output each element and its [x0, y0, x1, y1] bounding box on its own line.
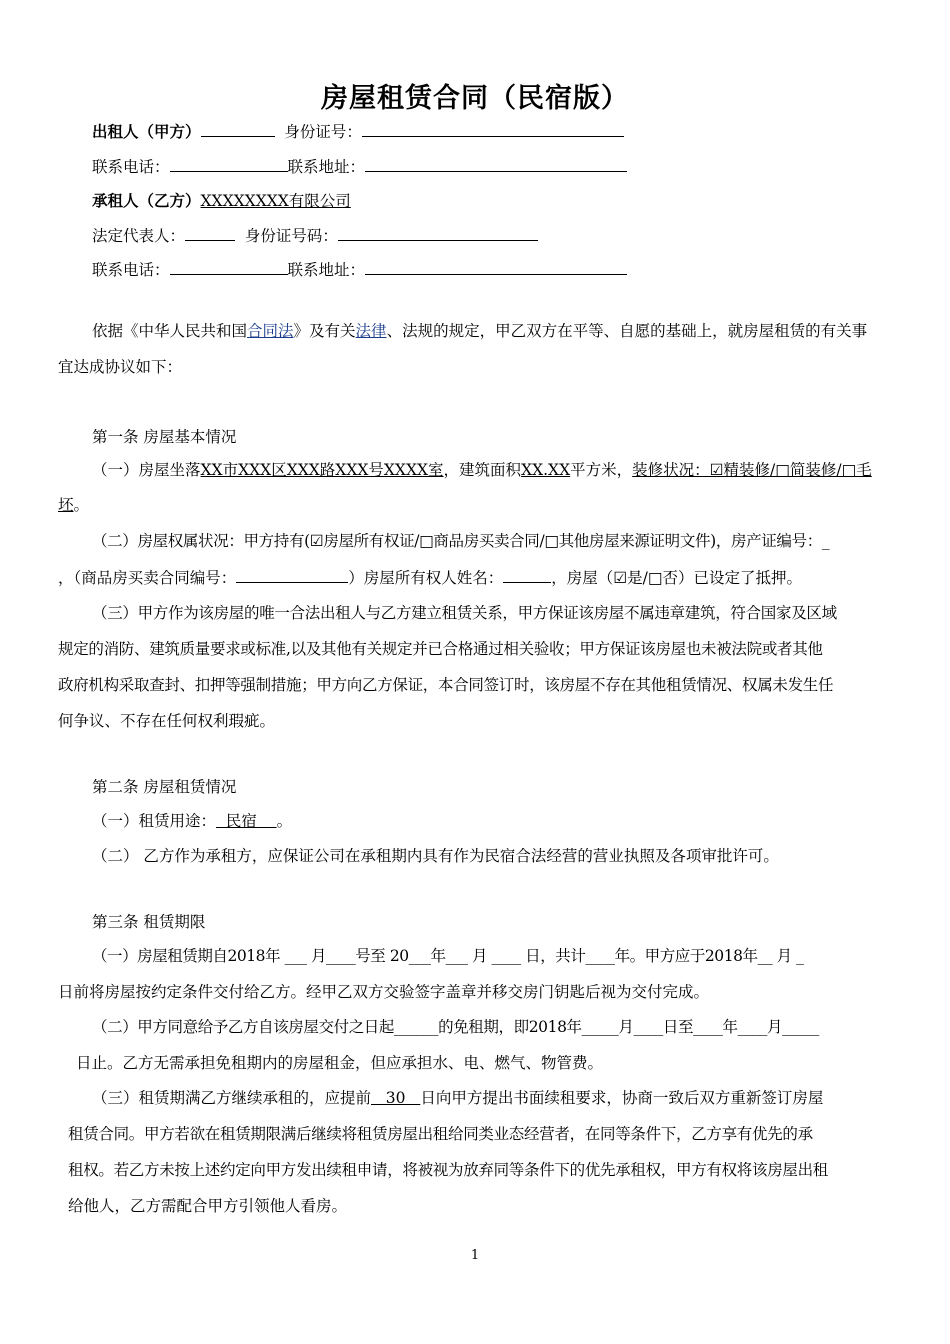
- page-number: 1: [470, 1248, 480, 1263]
- address-label: 联系地址：: [287, 158, 366, 176]
- decoration-status: 坯: [58, 496, 74, 514]
- lessee-name: XXXXXXXX有限公司: [200, 192, 351, 210]
- id-label: 身份证号：: [284, 123, 362, 141]
- article-3-p2-line-1: （二）甲方同意给予乙方自该房屋交付之日起______的免租期，即2018年_____月____日至____年____月_____: [92, 1018, 819, 1036]
- article-2-heading: 第二条 房屋租赁情况: [92, 778, 237, 796]
- article-3-p3-line-1: [92, 1087, 823, 1109]
- lessor-row: [92, 120, 624, 143]
- lessor-name-blank[interactable]: [201, 120, 275, 137]
- lessor-contact-row: [92, 155, 627, 178]
- owner-name-blank[interactable]: [503, 566, 551, 583]
- intro-text: 》及有关: [293, 322, 356, 340]
- text: ，（商品房买卖合同编号：: [58, 569, 237, 587]
- article-1-p1-line-2: [58, 494, 89, 516]
- article-2-p2: （二） 乙方作为承租方，应保证公司在承租期内具有作为民宿合法经营的营业执照及各项审批许可。: [92, 847, 779, 865]
- text: ，建筑面积: [443, 461, 522, 479]
- renewal-notice-days: 30: [371, 1089, 421, 1107]
- address-label: 联系地址：: [287, 261, 366, 279]
- sales-contract-number-blank[interactable]: [236, 566, 348, 583]
- text: （一）房屋坐落: [92, 461, 201, 479]
- text: 。: [276, 812, 293, 830]
- article-3-p3-line-2: 租赁合同。甲方若欲在租赁期限满后继续将租赁房屋出租给同类业态经营者，在同等条件下，乙方享有优先的承: [68, 1125, 813, 1143]
- lessor-label: 出租人（甲方）: [92, 123, 201, 141]
- law-link[interactable]: 法律: [355, 322, 387, 340]
- article-1-p3-line-3: 政府机构采取查封、扣押等强制措施；甲方向乙方保证，本合同签订时，该房屋不存在其他租赁情况、权属未发生任: [58, 676, 834, 694]
- lessor-address-blank[interactable]: [365, 155, 627, 172]
- text: ）房屋所有权人姓名：: [348, 569, 504, 587]
- intro-line-1: [92, 320, 867, 342]
- text: （三）租赁期满乙方继续承租的，应提前: [92, 1089, 372, 1107]
- property-address: XX市XXX区XXX路XXX号XXXX室: [200, 461, 444, 479]
- lessor-id-blank[interactable]: [362, 120, 624, 137]
- text: 平方米，: [570, 461, 633, 479]
- article-1-p1-line-1: [92, 459, 872, 481]
- article-2-p1: [92, 810, 292, 832]
- legal-rep-id-blank[interactable]: [338, 224, 538, 241]
- contract-law-link[interactable]: 合同法: [247, 322, 294, 340]
- property-area: XX.XX: [521, 461, 571, 479]
- phone-label: 联系电话：: [92, 158, 170, 176]
- lessee-phone-blank[interactable]: [170, 258, 288, 275]
- legal-rep-label: 法定代表人：: [92, 227, 186, 245]
- article-3-p1-line-2: 日前将房屋按约定条件交付给乙方。经甲乙双方交验签字盖章并移交房门钥匙后视为交付完成。: [58, 983, 710, 1001]
- document-title: 房屋租赁合同（民宿版）: [321, 83, 629, 114]
- article-1-heading: 第一条 房屋基本情况: [92, 428, 237, 446]
- article-3-heading: 第三条 租赁期限: [92, 913, 206, 931]
- article-3-p3-line-3: 租权。若乙方未按上述约定向甲方发出续租申请，将被视为放弃同等条件下的优先承租权，甲方有权将该房屋出租: [68, 1161, 829, 1179]
- article-1-p2-line-2: [58, 566, 802, 589]
- article-1-p3-line-2: 规定的消防、建筑质量要求或标准,以及其他有关规定并已合格通过相关验收；甲方保证该房屋也未被法院或者其他: [58, 640, 823, 658]
- lessee-row: [92, 190, 351, 212]
- intro-text: 依据《中华人民共和国: [92, 322, 248, 340]
- lessor-phone-blank[interactable]: [170, 155, 288, 172]
- lessee-contact-row: [92, 258, 627, 281]
- lease-use: 民宿: [216, 812, 277, 830]
- intro-text: 、法规的规定，甲乙双方在平等、自愿的基础上，就房屋租赁的有关事: [386, 322, 868, 340]
- text: （一）租赁用途：: [92, 812, 217, 830]
- article-1-p3-line-1: （三）甲方作为该房屋的唯一合法出租人与乙方建立租赁关系，甲方保证该房屋不属违章建筑，符合国家及区域: [92, 604, 837, 622]
- decoration-status: 装修状况：☑精装修/□简装修/□毛: [632, 461, 872, 479]
- lessee-label: 承租人（乙方）: [92, 192, 201, 210]
- article-3-p2-line-2: 日止。乙方无需承担免租期内的房屋租金，但应承担水、电、燃气、物管费。: [76, 1054, 604, 1072]
- phone-label: 联系电话：: [92, 261, 170, 279]
- text: ，房屋（☑是/□否）已设定了抵押。: [551, 569, 803, 587]
- article-3-p3-line-4: 给他人，乙方需配合甲方引领他人看房。: [68, 1197, 348, 1215]
- legal-rep-blank[interactable]: [185, 224, 235, 241]
- article-1-p3-line-4: 何争议、不存在任何权利瑕疵。: [58, 712, 276, 730]
- text: 日向甲方提出书面续租要求，协商一致后双方重新签订房屋: [420, 1089, 824, 1107]
- lessee-address-blank[interactable]: [365, 258, 627, 275]
- legal-rep-row: [92, 224, 538, 247]
- article-1-p2-line-1: （二）房屋权属状况：甲方持有(☑房屋所有权证/□商品房买卖合同/□其他房屋来源证明文件)，房产证编号：_: [92, 532, 830, 550]
- article-3-p1-line-1: （一）房屋租赁期自2018年 ___ 月____号至 20___年___ 月 ____ 日，共计____年。甲方应于2018年__ 月 _: [92, 947, 804, 965]
- intro-line-2: 宜达成协议如下：: [58, 358, 183, 376]
- id-number-label: 身份证号码：: [244, 227, 338, 245]
- text: 。: [73, 496, 90, 514]
